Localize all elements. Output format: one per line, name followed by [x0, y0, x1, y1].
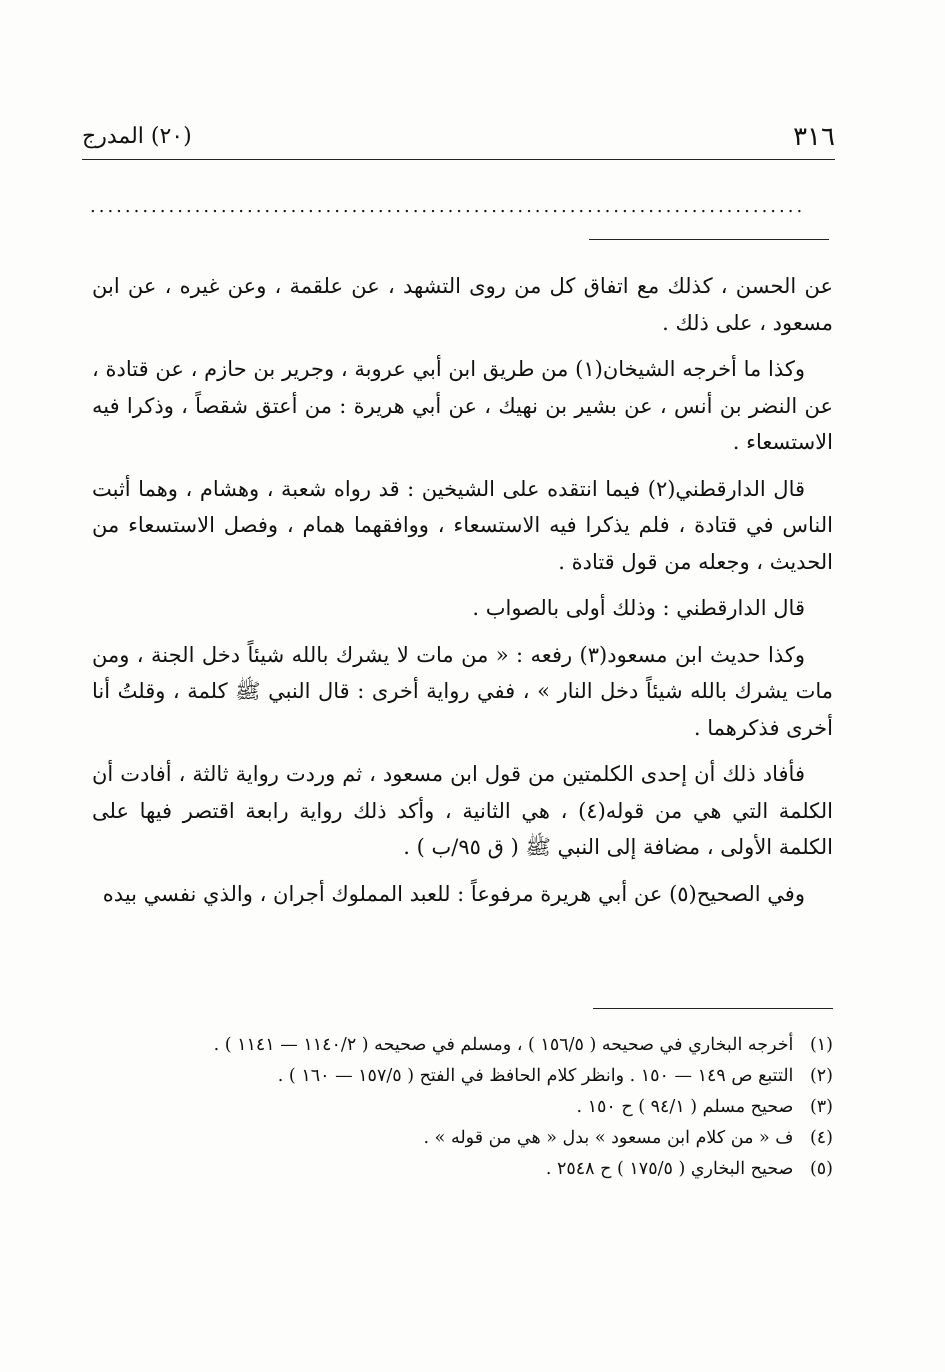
footnote-divider — [593, 1008, 833, 1009]
paragraph: وفي الصحيح(٥) عن أبي هريرة مرفوعاً : للعبد المملوك أجران ، والذي نفسي بيده — [102, 881, 805, 906]
footnote — [92, 1154, 833, 1185]
footnote-text: التتبع ص ١٤٩ — ١٥٠ . وانظر كلام الحافظ في الفتح ( ١٥٧/٥ — ١٦٠ ) . — [277, 1066, 794, 1086]
paragraph: قال الدارقطني(٢) فيما انتقده على الشيخين : قد رواه شعبة ، وهشام ، وهما أثبت الناس في قتادة ، فلم يذكرا فيه الاستسعاء ، ووافقهما همام ، وفصل الاستسعاء من الحديث ، وجعله من قول قتادة . — [92, 476, 833, 574]
footnote-text: ف « من كلام ابن مسعود » بدل « هي من قوله » . — [423, 1128, 794, 1148]
footnote-text: صحيح البخاري ( ١٧٥/٥ ) ح ٢٥٤٨ . — [545, 1159, 794, 1179]
footnote-number: (٥) — [809, 1159, 833, 1179]
footnote — [92, 1092, 833, 1123]
main-text — [92, 268, 833, 922]
footnote — [92, 1030, 833, 1061]
paragraph: وكذا ما أخرجه الشيخان(١) من طريق ابن أبي عروبة ، وجرير بن حازم ، عن قتادة ، عن النضر بن أنس ، عن بشير بن نهيك ، عن أبي هريرة : من أعتق شقصاً ، وذكرا فيه الاستسعاء . — [92, 357, 833, 454]
chapter-title: (٢٠) المدرج — [82, 124, 192, 149]
paragraph: وكذا حديث ابن مسعود(٣) رفعه : « من مات لا يشرك بالله شيئاً دخل الجنة ، ومن مات يشرك بالله شيئاً دخل النار » ، ففي رواية أخرى : قال النبي ﷺ كلمة ، وقلتُ أنا أخرى فذكرهما . — [92, 642, 833, 740]
footnote-number: (٣) — [809, 1097, 833, 1117]
footnote-number: (٤) — [809, 1128, 833, 1148]
paragraph: قال الدارقطني : وذلك أولى بالصواب . — [472, 596, 805, 620]
page-header — [82, 122, 835, 158]
page-number: ٣١٦ — [793, 122, 835, 152]
omission-dots: .................................................................................. — [90, 196, 806, 217]
paragraph: عن الحسن ، كذلك مع اتفاق كل من روى التشهد ، عن علقمة ، وعن غيره ، عن ابن مسعود ، على ذلك . — [92, 274, 833, 335]
footnote-text: صحيح مسلم ( ٩٤/١ ) ح ١٥٠ . — [576, 1097, 794, 1117]
footnote-number: (٢) — [809, 1066, 833, 1086]
footnote — [92, 1061, 833, 1092]
footnote-number: (١) — [809, 1035, 833, 1055]
paragraph: فأفاد ذلك أن إحدى الكلمتين من قول ابن مسعود ، ثم وردت رواية ثالثة ، أفادت أن الكلمة التي هي من قوله(٤) ، هي الثانية ، وأكد ذلك رواية رابعة اقتصر فيها على الكلمة الأولى ، مضافة إلى النبي ﷺ ( ق ٩٥/ب ) . — [92, 762, 833, 859]
footnote-text: أخرجه البخاري في صحيحه ( ١٥٦/٥ ) ، ومسلم في صحيحه ( ١١٤٠/٢ — ١١٤١ ) . — [213, 1035, 794, 1055]
header-divider — [82, 159, 835, 160]
footnotes — [92, 1030, 833, 1185]
footnote — [92, 1123, 833, 1154]
section-divider — [589, 239, 829, 240]
